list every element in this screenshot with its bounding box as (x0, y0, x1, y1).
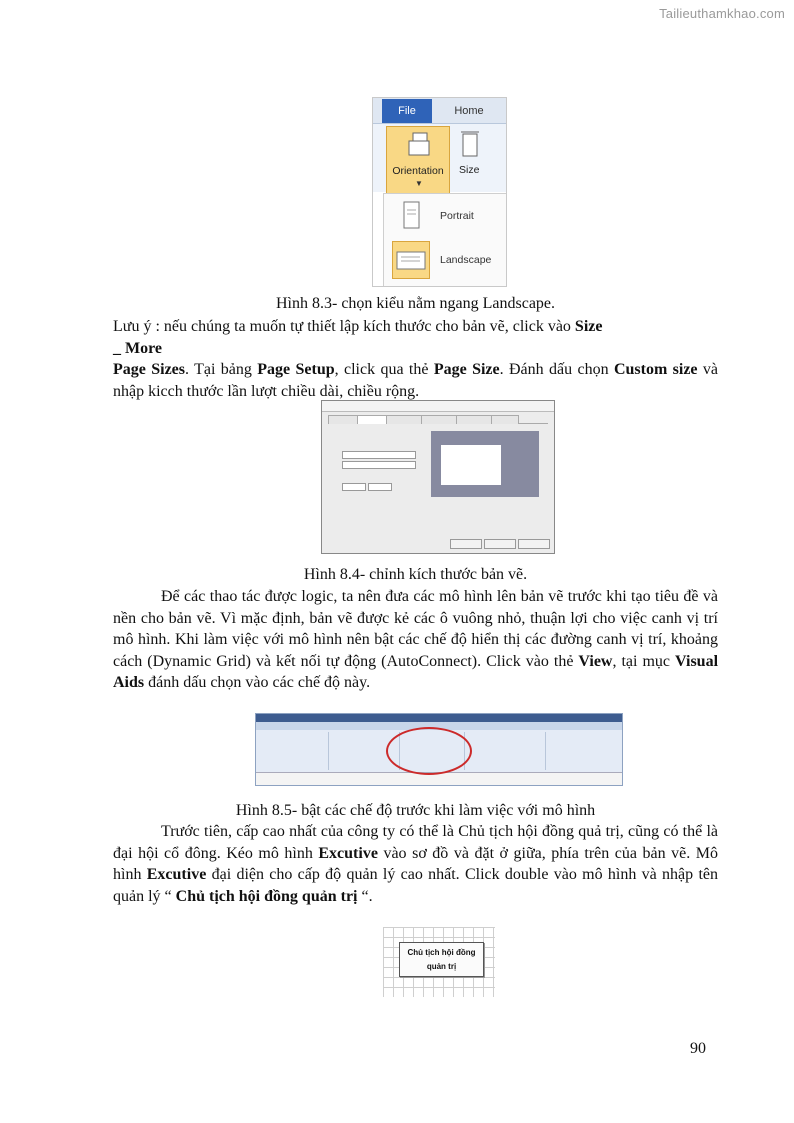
page-number: 90 (690, 1040, 706, 1057)
dialog-tabs (328, 415, 548, 424)
figure-orientation-menu (372, 97, 507, 287)
window-group (465, 732, 546, 770)
apply-button[interactable] (450, 539, 482, 549)
ok-button[interactable] (484, 539, 516, 549)
orientation-label: Orientation (392, 165, 444, 177)
page-preview (431, 431, 539, 497)
figure-view-ribbon (255, 713, 623, 786)
caption-figure-8-5: Hình 8.5- bật các chế độ trước khi làm việc với mô hình (235, 802, 596, 819)
macros-group (546, 732, 620, 770)
paragraph-executive: Trước tiên, cấp cao nhất của công ty có thể là Chủ tịch hội đồng quả trị, cũng có thể là đại hội cổ đông. Kéo mô hình Excutive vào sơ đồ và đặt ở giữa, phía trên của bản vẽ. Mô hình Excutive đại diện cho cấp độ quản lý cao nhất. Click double vào mô hình và nhập tên quản lý “ Chủ tịch hội đồng quản trị “. (113, 823, 719, 905)
executive-shape[interactable] (399, 942, 484, 977)
landscape-label: Landscape (440, 254, 492, 266)
window-titlebar (256, 714, 622, 722)
portrait-label: Portrait (440, 210, 474, 222)
dialog-titlebar (322, 401, 554, 412)
paragraph-page-size-note: Lưu ý : nếu chúng ta muốn tự thiết lập kích thước cho bản vẽ, click vào Size _ More Page Sizes. Tại bảng Page Setup, click qua thẻ Page Size. Đánh dấu chọn Custom size và nhập kicch thước lần lượt chiều dài, chiều rộng. (113, 318, 718, 400)
ribbon (373, 124, 506, 192)
chevron-down-icon: ▼ (415, 179, 423, 188)
portrait-option[interactable] (390, 196, 505, 236)
size-button[interactable] (456, 128, 484, 188)
figure-page-setup-dialog (321, 400, 555, 554)
orientation-icon (407, 131, 431, 161)
show-group (256, 732, 329, 770)
paragraph-visual-aids: Để các thao tác được logic, ta nên đưa các mô hình lên bản vẽ trước khi tạo tiêu đề và nền cho bản vẽ. Vì mặc định, bản vẽ được kẻ các ô vuông nhỏ, thuận lợi cho việc canh vị trí mô hình. Khi làm việc với mô hình nên bật các chế độ hiển thị các đường canh vị trí, khoảng cách (Dynamic Grid) và kết nối tự động (AutoConnect). Click vào thẻ View, tại mục Visual Aids đánh dấu chọn vào các chế độ này. (113, 588, 719, 691)
height-field[interactable] (368, 483, 392, 491)
size-icon (458, 130, 482, 160)
executive-shape-line1: Chủ tịch hội đồng (407, 948, 476, 957)
size-select[interactable] (342, 451, 416, 459)
figure-executive-shape (383, 927, 495, 997)
executive-shape-line2: quản trị (426, 962, 457, 971)
landscape-icon (392, 241, 430, 279)
width-field[interactable] (342, 483, 366, 491)
highlight-circle (386, 727, 472, 775)
caption-figure-8-4: Hình 8.4- chỉnh kích thước bản vẽ. (303, 566, 528, 583)
portrait-icon (392, 197, 430, 235)
caption-figure-8-3: Hình 8.3- chọn kiểu nằm ngang Landscape. (275, 295, 556, 312)
home-tab[interactable]: Home (454, 105, 484, 117)
ribbon-tabs (373, 98, 506, 124)
watermark: Tailieuthamkhao.com (659, 6, 785, 21)
landscape-option[interactable] (390, 240, 505, 280)
size-select-2[interactable] (342, 461, 416, 469)
orientation-button[interactable] (386, 126, 450, 194)
file-tab[interactable]: File (382, 99, 432, 123)
cancel-button[interactable] (518, 539, 550, 549)
size-label: Size (459, 164, 480, 176)
orientation-dropdown (383, 193, 507, 287)
